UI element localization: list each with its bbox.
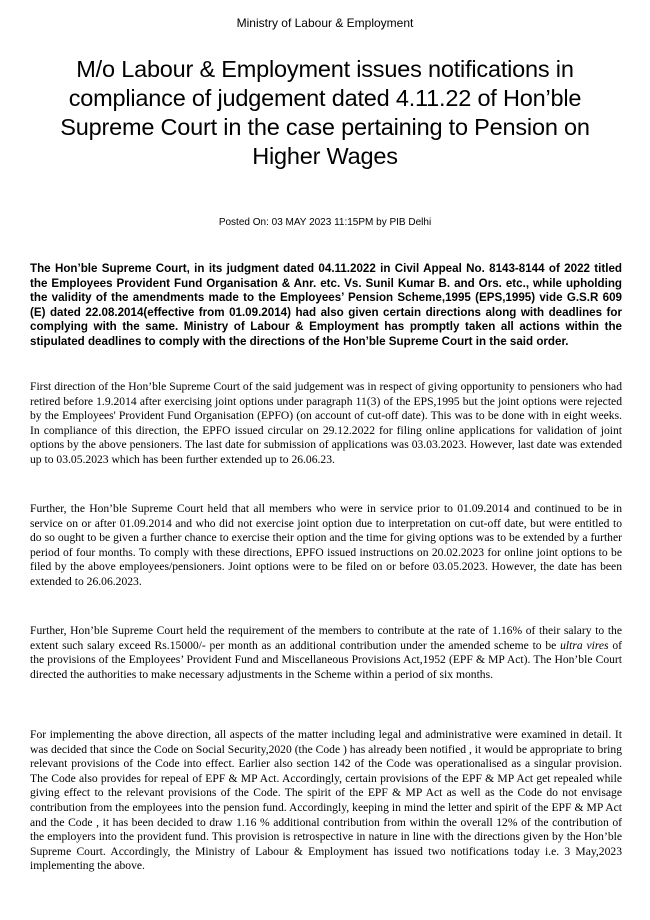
paragraph-first-direction: First direction of the Hon’ble Supreme Court of the said judgement was in respect of giving opportunity to pensioners who had retired before 1.9.2014 after exercising joint options under paragraph 11(3) of the EPS,1995 but the joint options were rejected by the Employees' Provident Fund Organisation (EPFO) (on account of cut-off date). This was to be done with in eight weeks. In compliance of this direction, the EPFO issued circular on 29.12.2022 for filing online applications for validation of joint options by the above pensioners. The last date for submission of applications was 03.03.2023. However, last date was extended up to 03.05.2023 which has been further extended up to 26.06.23. <box>30 380 622 466</box>
ultra-vires-italic: ultra vires <box>560 638 609 652</box>
paragraph-contribution-text-2: of the provisions of the Employees’ Provident Fund and Miscellaneous Provisions Act,1952 (EPF & MP Act). The Hon’ble Court directed the authorities to make necessary adjustments in the Scheme within a period of six months. <box>30 638 623 681</box>
paragraph-implementation: For implementing the above direction, all aspects of the matter including legal and administrative were examined in detail. It was decided that since the Code on Social Security,2020 (the Code ) has already been notified , it would be appropriate to bring relevant provisions of the Code into effect. Earlier also section 142 of the Code was operationalised as a singular provision. The Code also provides for repeal of EPF & MP Act. Accordingly, certain provisions of the EPF & MP Act get repealed while giving effect to the relevant provisions of the Code. The spirit of the EPF & MP Act as well as the Code do not envisage contribution from the employees into the pension fund. Accordingly, keeping in mind the letter and spirit of the EPF & MP Act and the Code , it has been decided to draw 1.16 % additional contribution from within the overall 12% of the contribution of the employers into the provident fund. This provision is retrospective in nature in line with the directions given by the Hon’ble Supreme Court. Accordingly, the Ministry of Labour & Employment has issued two notifications today i.e. 3 May,2023 implementing the above. <box>30 728 622 873</box>
lead-paragraph: The Hon’ble Supreme Court, in its judgment dated 04.11.2022 in Civil Appeal No. 8143-8144 of 2022 titled the Employees Provident Fund Organisation & Anr. etc. Vs. Sunil Kumar B. and Ors. etc., while upholding the validity of the amendments made to the Employees’ Pension Scheme,1995 (EPS,1995) vide G.S.R 609 (E) dated 22.08.2014(effective from 01.09.2014) had also given certain directions along with deadlines for complying with the same. Ministry of Labour & Employment has promptly taken all actions within the stipulated deadlines to comply with the directions of the Hon’ble Supreme Court in the said order. <box>30 262 622 348</box>
page-title: M/o Labour & Employment issues notifications in compliance of judgement dated 4.11.22 of Hon’ble Supreme Court in the case pertaining to Pension on Higher Wages <box>60 56 590 169</box>
posted-on-line: Posted On: 03 MAY 2023 11:15PM by PIB Delhi <box>218 217 432 228</box>
paragraph-contribution-text-1: Further, Hon’ble Supreme Court held the requirement of the members to contribute at the rate of 1.16% of their salary to the extent such salary exceed Rs.15000/- per month as an additional contribution under the amended scheme to be <box>30 624 622 652</box>
paragraph-joint-options: Further, the Hon’ble Supreme Court held that all members who were in service prior to 01.09.2014 and continued to be in service on or after 01.09.2014 and who did not exercise joint option due to interpretation on cut-off date, but were entitled to do so ought to be given a further chance to exercise their option and the time for giving options was to be extended by a further period of four months. To comply with these directions, EPFO issued instructions on 20.02.2023 for online joint options to be filed by the above employees/pensioners. Joint options were to be filed on or before 03.05.2023. However, the date has been extended to 26.06.2023. <box>30 502 622 588</box>
ministry-header: Ministry of Labour & Employment <box>236 16 414 30</box>
paragraph-contribution <box>30 624 622 682</box>
